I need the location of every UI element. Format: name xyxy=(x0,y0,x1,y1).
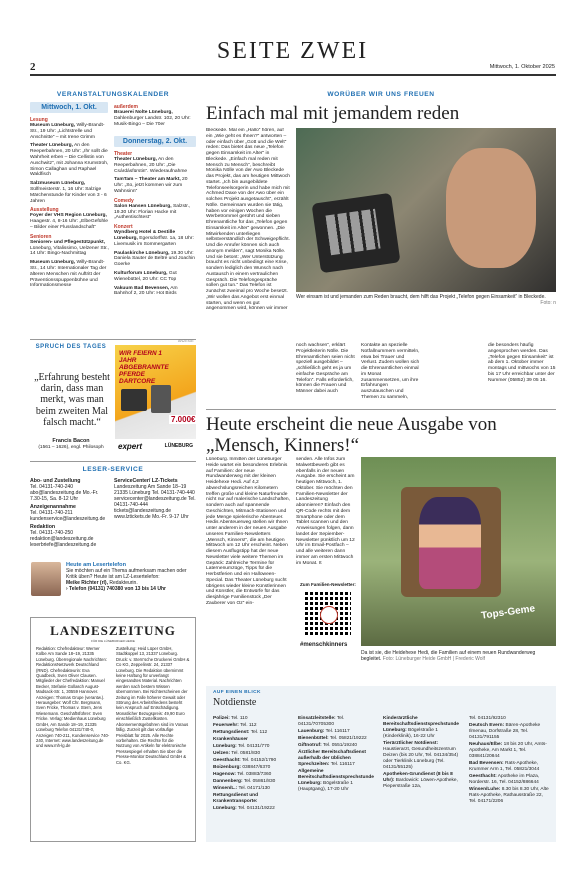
sign-text: Tops-Geme xyxy=(480,603,536,622)
notdienst-entry xyxy=(213,779,291,785)
notdienst-entry xyxy=(298,729,376,735)
calendar-event xyxy=(114,177,196,194)
calendar-event-text: Am Bahnhof 2, 20 Uhr: Hot Birds xyxy=(114,285,178,297)
notdienst-label: Deutsch Evern: xyxy=(469,723,505,728)
calendar-event-venue: Kulturforum Lüneburg, xyxy=(114,270,168,276)
calendar-event-venue: Senioren- und Pflegestützpunkt, xyxy=(30,239,105,245)
witch-figure-image xyxy=(419,497,481,589)
qr-tag: #menschkinners xyxy=(300,642,348,648)
calendar-event-venue: Theater Lüneburg, xyxy=(114,157,157,162)
calendar-event-venue: Paulaskirche Lüneburg, xyxy=(114,250,170,256)
calendar-event xyxy=(114,286,196,298)
imprint-logo-sub: FÜR DIE LÜNEBURGER HEIDE xyxy=(91,639,135,643)
notdienst-entry xyxy=(213,765,291,771)
calendar-event-text: Salzstr., 19.30 Uhr: Florian Hacke mit „Authentischtest“ xyxy=(114,203,191,221)
notdienst-label: Allgemeine Bereitschaftsdienstsprechstunde Lüneburg: xyxy=(298,769,374,786)
notdienst-value: Tel. 116117 xyxy=(329,762,355,767)
calendar-event xyxy=(114,110,196,127)
calendar-category: außerdem xyxy=(114,104,138,110)
calendar-category: Lesung xyxy=(30,117,48,123)
notdienste-box xyxy=(206,686,556,842)
article1-col-2: noch wachsen“, erklärt Projektleiterin Nölle. Die Ehrenamtlichen seien nicht speziell ausgebildet – „schließlich geht es ja um einfache Gespräche am Telefon“. Falls erforderlich, können die Frauen und Männer dabei auch xyxy=(296,343,355,394)
notdienst-entry xyxy=(213,737,291,743)
lesertelefon-person: Meike Richter (rl), xyxy=(66,580,108,586)
notdienst-value: Tel. 04152/1790 xyxy=(240,758,277,763)
notdienst-entry xyxy=(213,786,291,792)
notdienst-label: Dannenberg: xyxy=(213,779,243,784)
notdienst-label: Hagenow: xyxy=(213,772,236,777)
notdienst-entry xyxy=(298,716,376,728)
calendar-category: Theater xyxy=(114,151,133,157)
article1-col-1: Bleckede. Mal ein „Hallo“ hören, auf ein „Wie geht es Ihnen?“ antworten – oder einfach über „Gott und die Welt“ reden: Das bietet das neue „Telefon gegen Einsamkeit im Alter“ in Bleckede. „Einfach mal reden mit Mensch zu Mensch“, beschreibt Monika Nölle von der Awo Bleckede das Projekt, das am heutigen Mittwoch startet. „Ich bin ausgebildete Telefonseelsorgerin und habe mich mit Achmed Daxe von der Awo über ein solches Projekt ausgetauscht“, erzählt Nölle. Gemeinsam wurden sie tätig, haben vor einigen Wochen die Werbetrommel gerührt und sieben Ehrenamtliche für das „Telefon gegen Einsamkeit im Alter“ gewonnen. „Die Mitwirkenden unterliegen selbstverständlich der Schweigepflicht. Und die Anrufer können sich auch anonym melden“, sagt Monika Nölle. Und sie betont: „Wer Unterstützung braucht es nicht unbedingt eine Krise, sondern lediglich den Wunsch nach Austausch in einem vertraulichen Gespräch. Die Telefongespräche sollen gut tun.“ Das Telefon ist zunächst zweimal pro Woche besetzt. „Wir wollen das Angebot erst einmal starten, und wenn es gut angenommen wird, können wir immer xyxy=(206,128,290,312)
hand-image xyxy=(446,148,536,268)
notdienst-label: Uelzen: xyxy=(213,751,231,756)
notdienst-label: Geesthacht: xyxy=(213,758,241,763)
notdienst-value: Tel. 04131/770 xyxy=(236,744,270,749)
article1-headline: Einfach mal mit jemandem reden xyxy=(206,103,460,124)
notdienste-column-4 xyxy=(469,716,551,806)
calendar-event-venue: TamTam – Theater am Markt, xyxy=(114,177,181,183)
calendar-event-venue: Vakuum Bad Bevensen, xyxy=(114,285,170,291)
calendar-event xyxy=(30,260,110,289)
notdienst-label: Feuerwehr: xyxy=(213,723,239,728)
calendar-event-text: Willy-Brandt-Str., 19 Uhr: „Lichtstrelle und Anschnitte“ – mit Irene Grimm xyxy=(30,123,105,140)
service-title: Anzeigenannahme xyxy=(30,504,76,510)
ad-brand-logo xyxy=(115,439,196,453)
notdienst-entry xyxy=(213,744,291,750)
service-column-2 xyxy=(114,478,196,522)
notdienst-entry xyxy=(213,730,291,736)
ad-label: ANZEIGE xyxy=(178,339,194,343)
page-title: SEITE ZWEI xyxy=(216,38,369,64)
article2-caption xyxy=(361,650,556,662)
notdienst-entry xyxy=(213,751,291,757)
notdienst-label: Lüneburg: xyxy=(213,744,237,749)
notdienst-value: Tel. 05821/19222 xyxy=(328,736,367,741)
notdienste-title: Notdienste xyxy=(213,697,257,708)
notdienst-label: Giftnotruf: xyxy=(298,743,322,748)
imprint-box xyxy=(30,617,196,842)
header-rule xyxy=(30,74,556,76)
notdienst-label: Winsen/Luhe: xyxy=(469,787,501,792)
notdienst-entry xyxy=(298,750,376,768)
notdienst-value: Tel. 112 xyxy=(238,723,257,728)
article1-photo xyxy=(296,128,556,292)
notdienst-value: 8.30 bis 8.30 Uhr, Alte Rats-Apotheke, Rathausstraße 22, Tel. 04171/2206 xyxy=(469,787,549,804)
ad-product-image xyxy=(121,389,147,411)
notdienst-entry xyxy=(469,761,551,773)
notdienste-column-2 xyxy=(298,716,376,794)
calendar-category: Ausstellung xyxy=(30,207,59,214)
notdienst-value: Rats-Apotheke, Krummer Arm 1, Tel. 05821/3044 xyxy=(469,761,540,772)
notdienst-value: Tel. 0551/19240 xyxy=(321,743,358,748)
notdienst-label: Lauenburg: xyxy=(298,729,325,734)
notdienst-label: Polizei: xyxy=(213,716,230,721)
article2-col-2: senden. Alle Infos zum Malwettbewerb gibt es ebenfalls in der neuen Ausgabe. Sie erscheint am heutigen Mittwoch, 1. Oktober. Sie möchten den Familien-Newsletter der Landeszeitung abonnieren? Einfach den QR-Code rechts mit dem Smartphone oder dem Tablet scannen und den Anweisungen folgen, dann landet der Sepiember-Newsletter pünktlich um 12 Uhr im Email-Postfach – und alle weiteren dann immer am ersten Mittwoch im Monat. It xyxy=(296,457,355,566)
notdienst-entry xyxy=(383,772,463,790)
calendar-event-text: Egersdorffstr. 1a, 18 Uhr: Livemusik im Sommergarten xyxy=(114,235,194,247)
notdienst-entry xyxy=(213,806,291,812)
calendar-event xyxy=(30,143,110,178)
notdienst-label: Ärztlicher Bereitschaftsdienst außerhalb der üblichen Sprechzeiten: xyxy=(298,750,366,767)
calendar-column-1 xyxy=(30,115,110,292)
notdienst-label: Bad Bevensen: xyxy=(469,761,504,766)
notdienst-entry xyxy=(213,772,291,778)
notdienst-value: Tel. 03883/7360 xyxy=(235,772,272,777)
calendar-event xyxy=(114,204,196,221)
notdienst-value: Bögelstraße 1 (Hauptgang), 17-20 Uhr xyxy=(298,781,353,792)
article1-credit: Foto: n xyxy=(540,300,556,306)
notdienst-label: Rettungsdienst: xyxy=(213,730,250,735)
notdienst-value: Apotheke im Plaza, Norderstr. 16, Tel. 04152/886644 xyxy=(469,774,540,785)
calendar-event-text: Willy-Brandt-Str., 14 Uhr: Internationaler Tag der älteren Menschen mit Auftritt der Präventionsspuppenbühne und Informationsmesse xyxy=(30,260,107,289)
lesertelefon-text: Sie möchten auf ein Thema aufmerksam machen oder Kritik üben? Heute ist am LZ-Lesertelefon: xyxy=(66,568,187,580)
ad-product-image-2 xyxy=(151,385,171,413)
notdienst-value: Tel. 116117 xyxy=(324,729,350,734)
qr-center-logo xyxy=(320,606,338,624)
calendar-column-2a xyxy=(114,102,196,130)
calendar-day-2: Donnerstag, 2. Okt. xyxy=(114,136,196,147)
calendar-event-text: An den Reeperbahnen, 20 Uhr: „Ihr sollt die Wahrheit erben – Die Cellistin von Auschwitz“, mit Johanna Krumstroh, Simon Callaghan und Raphael Waldfisch xyxy=(30,143,109,178)
calendar-event xyxy=(30,240,110,257)
calendar-category: Senioren xyxy=(30,233,52,240)
calendar-event xyxy=(114,157,196,174)
notdienst-entry xyxy=(469,774,551,786)
calendar-event-venue: Salon Hansen Lüneburg, xyxy=(114,203,172,209)
calendar-event-text: An den Reeperbahnen, 20 Uhr: „Die Csárdásfürstin“. Wiederaufnahme xyxy=(114,157,188,174)
article2-credit: Foto: Lüneburger Heide GmbH | Frederic Wolf xyxy=(382,656,486,662)
notdienst-entry xyxy=(213,793,291,805)
keypad-image xyxy=(325,209,380,256)
quote-heading: SPRUCH DES TAGES xyxy=(35,344,107,350)
ad-brand: expert xyxy=(118,441,143,451)
notdienst-value: Tel. 04131/92310 xyxy=(469,716,506,721)
calendar-event-venue: Wyndberg Hotel & Destille Lüneburg, xyxy=(114,230,176,241)
lesertelefon-role: Redakteurin. xyxy=(109,580,138,586)
calendar-event-venue: Theater Lüneburg, xyxy=(30,143,73,149)
service-rule xyxy=(30,461,196,462)
notdienst-entry xyxy=(469,787,551,805)
notdienst-entry xyxy=(469,742,551,760)
notdienst-label: Boizenburg: xyxy=(213,765,241,770)
calendar-event-venue: Brauerei Nolte Lüneburg, xyxy=(114,110,173,115)
lesertelefon-phone[interactable]: › Telefon (04131) 740380 von 13 bis 14 Uhr xyxy=(66,586,166,592)
notdienst-label: Geesthacht: xyxy=(469,774,497,779)
notdienst-entry xyxy=(383,716,463,740)
service-title: ServiceCenter/ LZ-Tickets xyxy=(114,478,178,484)
notdienst-value: 038847/6370 xyxy=(240,765,271,770)
notdienst-value: Tel. 04131/19222 xyxy=(236,806,275,811)
notdienst-entry xyxy=(213,716,291,722)
notdienste-column-1 xyxy=(213,716,291,813)
calendar-category: Konzert xyxy=(114,224,133,231)
article2-rule xyxy=(206,409,556,410)
calendar-day-1: Mittwoch, 1. Okt. xyxy=(30,102,108,113)
lesertelefon-title: Heute am Lesertelefon xyxy=(66,562,126,568)
calendar-event-text: 20 Uhr: „So, jetzt kommen wir zum Wahnsinn“ xyxy=(114,177,188,194)
article2-headline: Heute erscheint die neue Ausgabe von „Mensch, Kinners!“ xyxy=(206,414,497,456)
notdienste-column-3 xyxy=(383,716,463,791)
service-title: Redaktion xyxy=(30,524,56,530)
calendar-event-venue: Museum Lüneburg, xyxy=(30,123,76,128)
article2-col-1: Lüneburg. Inmitten der Lüneburger Heide wartet ein besonderes Erlebnis auf Familien: der neue Rundwanderweg mit der kleinen Heidehexe Hedi. Auf 4,2 abwechslungsreichen Kilometern treffen große und kleine Naturfreunde nicht nur auf malerische Landschaften, sondern auch auf spannende Geschichten, Mitmach-Stationen und jede Menge spielerische Abenteuer. Hedis Abenteuerweg stellen wir Ihnen unter anderem in der neuen Ausgabe unseres Familien-Newsletters „Mensch, Kinners!“, die am heutigen Mittwoch um 12 Uhr erscheint. Neben diesem Ausflugstipp hat der neue Newsletter viele weitere Themen im Gepäck: Zahlreiche Termine für Laternenumzüge, Tipps für die Herbstferien und ein Halloween-Special. Das Theater Lüneburg sucht übrigens wieder kleine Künstlerinnen und Künstler, die Entwürfe für das diesjährige Familienstück „Der Zauberer von Oz“ ein- xyxy=(206,457,290,606)
notdienst-entry xyxy=(298,743,376,749)
calendar-event-venue: Foyer der VHS Region Lüneburg, xyxy=(30,213,107,219)
notdienst-value: 18 bis 20 Uhr, Amts-Apotheke, Am Markt 1, Tel. 038841/20844 xyxy=(469,742,547,759)
notdienst-label: Rettungsdienst und Krankentransporte: xyxy=(213,793,259,804)
calendar-event-text: Lüneburg, Vitalissimo, Uelzener Str., 14 Uhr: Bingo-Nachmittag xyxy=(30,245,110,257)
notdienst-label: Bienenbüttel: xyxy=(298,736,329,741)
notdienst-label: Apotheken-Grundienst (8 bis 8 Uhr): xyxy=(383,772,453,783)
article1-kicker: WORÜBER WIR UNS FREUEN xyxy=(327,91,435,98)
page-number: 2 xyxy=(30,61,36,73)
qr-code[interactable] xyxy=(305,591,351,637)
notdienst-entry xyxy=(469,716,551,722)
notdienst-label: Tierärztlicher Notdienst: xyxy=(383,741,439,746)
notdienste-kicker: AUF EINEN BLICK xyxy=(213,690,261,695)
quote-text: „Erfahrung besteht darin, dass man merkt, was man beim zweiten Mal falsch macht.“ xyxy=(34,372,110,428)
calendar-event xyxy=(114,251,196,268)
service-text: Landeszeitung Am Sande 18–19 21335 Lüneburg Tel. 04131-740-440 servicecenter@landeszeitung.de Tel. 04131-740-444 tickets@landeszeitung.de www.lztickets.de Mo.-Fr. 9-17 Uhr xyxy=(114,484,196,520)
service-heading: LESER-SERVICE xyxy=(82,466,144,473)
article1-col-4: die besonders häufig angesprochen werden. Das „Telefon gegen Einsamkeit“ ist ab dem 1. Oktober immer montags und mittwochs von 15 bis 17 Uhr erreichbar unter der Nummer (05852) 39 05 16. xyxy=(488,343,556,383)
notdienst-value: Tel. 0581/830 xyxy=(230,751,261,756)
lesertelefon-box xyxy=(66,562,196,592)
article1-col-3: Kontakte an spezielle Notfallnummern vermitteln, etwa bei Trauer und Verlust. Zudem wollen sich die Ehrenamtlichen einmal im Monat zusammensetzen, um ihre Erfahrungen auszutauschen und Themen zu sammeln, xyxy=(361,343,420,400)
calendar-event-text: Sülfmeisterstr. 1, 16 Uhr: Salzige Märchenstunde für Kinder von 3 - 6 Jahren xyxy=(30,186,107,204)
ad-city: LÜNEBURG xyxy=(164,443,193,449)
calendar-heading: VERANSTALTUNGSKALENDER xyxy=(56,91,170,98)
notdienst-value: Bären-Apotheke Ilmenau, Dorfstraße 28, Tel. 04131/791155 xyxy=(469,723,541,740)
service-text: Tel. 04131-740-240 abo@landeszeitung.de Mo.-Fr. 7.30-15, Sa. 8-12 Uhr xyxy=(30,484,99,502)
service-column-1 xyxy=(30,478,110,550)
notdienst-value: Tel. 110 xyxy=(229,716,248,721)
notdienst-label: Winsen/L.: xyxy=(213,786,238,791)
notdienst-entry xyxy=(298,769,376,793)
notdienst-entry xyxy=(383,741,463,771)
article1-caption-text: Wer einsam ist und jemanden zum Reden braucht, dem hilft das Projekt „Telefon gegen Einsamkeit“ in Bleckede. xyxy=(296,294,546,300)
calendar-event-text: Haagestr. 4, 8-16 Uhr: „ElbeGefühle – Bilder einer Flusslandschaft“ xyxy=(30,219,109,230)
notdienst-value: Tel. 112 xyxy=(249,730,268,735)
calendar-event xyxy=(30,123,110,140)
notdienst-value: Bögelstraße 1 (Kinderklinik), 16-22 Uhr xyxy=(383,728,438,739)
notdienst-label: Kinderärztliche Bereitschaftsdienstsprechstunde Lüneburg: xyxy=(383,716,459,733)
quote-rule xyxy=(30,339,196,340)
notdienst-label: Neuhaus/Elbe: xyxy=(469,742,503,747)
imprint-logo: LANDESZEITUNG xyxy=(50,623,176,638)
notdienst-entry xyxy=(298,736,376,742)
article1-caption xyxy=(296,294,556,306)
notdienst-value: Haustierarzt, Gesundheitszentrum Deizen (bis 20 Uhr, Tel. 04134/354) oder Tierklinik Lüneburg (Tel. 04131/55125) xyxy=(383,747,459,770)
notdienst-label: Einsatzleitstelle: xyxy=(298,716,336,721)
notdienst-entry xyxy=(213,758,291,764)
notdienst-value: Bardowick: Löwen-Apotheke, Pieperstraße 12a, xyxy=(383,778,458,789)
notdienst-entry xyxy=(469,723,551,741)
calendar-event-text: Dahlenburger Landstr. 102, 20 Uhr: Musik-Bingo – Die 70er xyxy=(114,115,191,127)
calendar-event xyxy=(114,271,196,283)
notdienst-value: Tel. 04131/70705300 xyxy=(298,716,345,727)
qr-label: Zum Familien-Newsletter: xyxy=(300,582,356,587)
article2-photo xyxy=(361,457,556,646)
notdienst-value: Tel. 05861/830 xyxy=(242,779,276,784)
notdienst-entry xyxy=(213,723,291,729)
ad-prize: 7.000€ xyxy=(171,415,196,424)
calendar-event xyxy=(30,181,110,204)
ad-box[interactable] xyxy=(115,345,196,453)
calendar-event-text: 19.30 Uhr: Daniela Sauter de Beltré und Joachin Goerke xyxy=(114,250,196,268)
service-text: Tel. 04131-740-250 redaktion@landeszeitung.de leserbriefe@landeszeitung.de xyxy=(30,530,97,548)
service-title: Abo- und Zustellung xyxy=(30,478,81,484)
calendar-event-venue: Salzmuseum Lüneburg, xyxy=(30,181,86,187)
page-date: Mittwoch, 1. Oktober 2025 xyxy=(489,64,555,70)
imprint-col-2: Zustellung: Heid Lüper GmbH, Stadtkoppel 13, 21337 Lüneburg. Druck: v. Stern'sche Druckerei GmbH & Co KG, Zeppelinstr. 24, 21337 Lüneburg. Die Redaktion übernimmt keine Haftung für unverlangt eingesandtes Material. Nachrichten werden nach bestem Wissen übernommen. Bei Nichterscheinen der Zeitung im Falle höherer Gewalt oder Störung des Arbeitsfriedens besteht kein Anspruch auf Entschädigung. Monatlicher Bezugspreis: 49,90 Euro einschließlich Zustellkosten. Abonnementsgebühren sind im Voraus fällig. Zurzeit gilt das vorläufige Preisblatt für 2025. Alle Rechte vorbehalten. Die Rechte für die Nutzung von Artikeln für elektronische Pressespiegel erhalten Sie über die Presse-Monitor Deutschland GmbH & Co. KG. xyxy=(116,646,190,765)
calendar-category: Comedy xyxy=(114,197,134,204)
calendar-column-2b xyxy=(114,149,196,300)
quote-author: Francis Bacon xyxy=(52,438,90,444)
quote-author-meta: (1561 – 1626), engl. Philosoph xyxy=(38,445,104,450)
imprint-col-1: Redaktion: Chefredakteur: Werner Kolbe Am Sande 18–19, 21335 Lüneburg. Überregionale Nachrichten: RedaktionsNetzwerk Deutschland (RND). Chefredakteurin: Eva Quadbeck, Sven Oliver Clausen. Mitglieder der Chefredaktion: Manuel Becker, Stefanie Gollasch August-Madsack-Str. 1, 30559 Hannover. Anzeigen: Thomas Grupe (verantw.). Herausgeber: Wolf Chr. Bergmann, Sven Fricke, Thomas v. Stern, Jens Wiesemann. Geschäftsführer: Sven Fricke. Verlag: Medienhaus Lüneburg GmbH, Am Sande 18–19, 21335 Lüneburg Telefon 04131/740-0, Anzeigen 740-211, Kundenservice 740-240, Internet: www.landeszeitung.de und www.mh-lg.de xyxy=(36,646,110,749)
calendar-event-venue: Museum Lüneburg, xyxy=(30,260,76,266)
calendar-event xyxy=(30,213,110,230)
notdienst-label: Lüneburg: xyxy=(213,806,237,811)
notdienst-value: Tel. 04171/130 xyxy=(237,786,270,791)
lesertelefon-avatar xyxy=(31,562,61,596)
calendar-event-text: Gut Wienebüttel, 20 Uhr: CC Top xyxy=(114,270,177,282)
ad-headline: WIR FEIERN 1 JAHR ABGEBRANNTE PFERDE DARTCORE xyxy=(119,350,169,385)
calendar-event xyxy=(114,230,196,247)
article2-caption-text: Da ist sie, die Heidehexe Hedi, die Familien auf einem neuen Rundwanderweg begleitet. xyxy=(361,650,536,662)
notdienst-label: Krankenhäuser xyxy=(213,737,248,742)
service-text: Tel. 04131-740-211 kundenservice@landeszeitung.de xyxy=(30,510,106,522)
